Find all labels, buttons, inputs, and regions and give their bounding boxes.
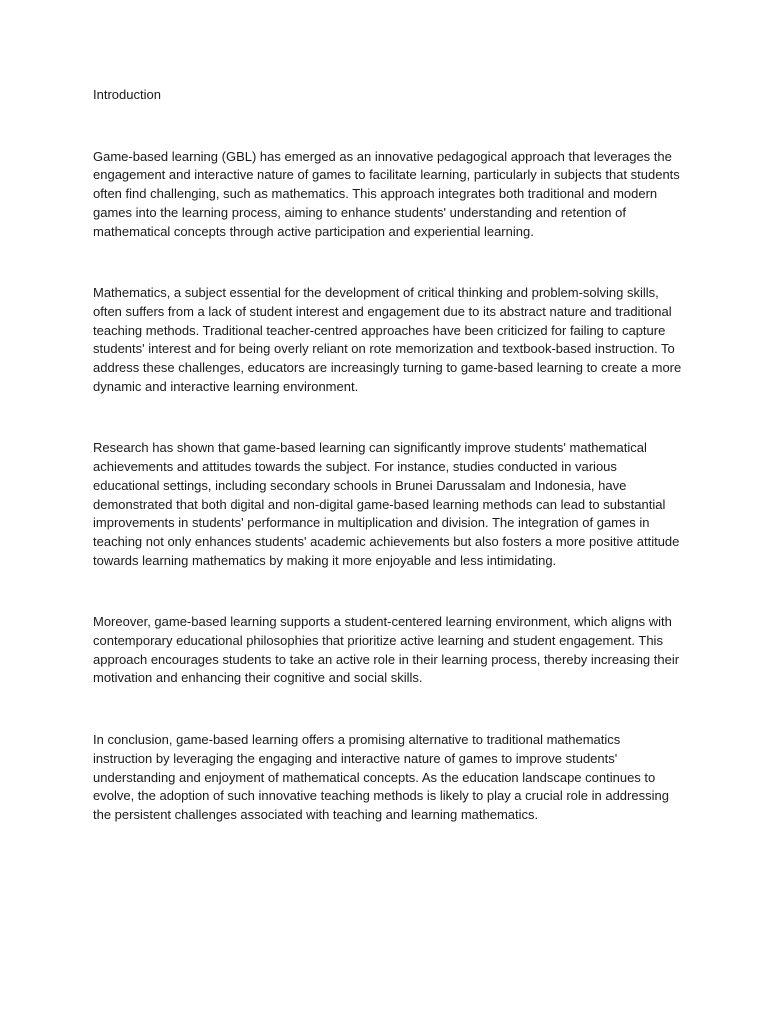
- document-heading: Introduction: [93, 87, 161, 102]
- paragraph-1: Game-based learning (GBL) has emerged as an innovative pedagogical approach that leverages the engagement and interactive nature of games to facilitate learning, particularly in subjects that students often find challenging, such as mathematics. This approach integrates both traditional and modern games into the learning process, aiming to enhance students' understanding and retention of mathematical concepts through active participation and experiential learning.: [93, 148, 680, 239]
- document-body: [93, 86, 683, 825]
- paragraph-2: Mathematics, a subject essential for the development of critical thinking and problem-solving skills, often suffers from a lack of student interest and engagement due to its abstract nature and traditional teaching methods. Traditional teacher-centred approaches have been criticized for failing to capture students' interest and for being overly reliant on rote memorization and textbook-based instruction. To address these challenges, educators are increasingly turning to game-based learning to create a more dynamic and interactive learning environment.: [93, 285, 682, 394]
- paragraph-3: Research has shown that game-based learning can significantly improve students' mathematical achievements and attitudes towards the subject. For instance, studies conducted in various educational settings, including secondary schools in Brunei Darussalam and Indonesia, have demonstrated that both digital and non-digital game-based learning methods can lead to substantial improvements in students' performance in multiplication and division. The integration of games in teaching not only enhances students' academic achievements but also fosters a more positive attitude towards learning mathematics by making it more enjoyable and less intimidating.: [93, 440, 680, 568]
- paragraph-4: Moreover, game-based learning supports a student-centered learning environment, which aligns with contemporary educational philosophies that prioritize active learning and student engagement. This approach encourages students to take an active role in their learning process, thereby increasing their motivation and enhancing their cognitive and social skills.: [93, 614, 680, 686]
- paragraph-5: In conclusion, game-based learning offers a promising alternative to traditional mathematics instruction by leveraging the engaging and interactive nature of games to improve students' understanding and enjoyment of mathematical concepts. As the education landscape continues to evolve, the adoption of such innovative teaching methods is likely to play a crucial role in addressing the persistent challenges associated with teaching and learning mathematics.: [93, 732, 669, 822]
